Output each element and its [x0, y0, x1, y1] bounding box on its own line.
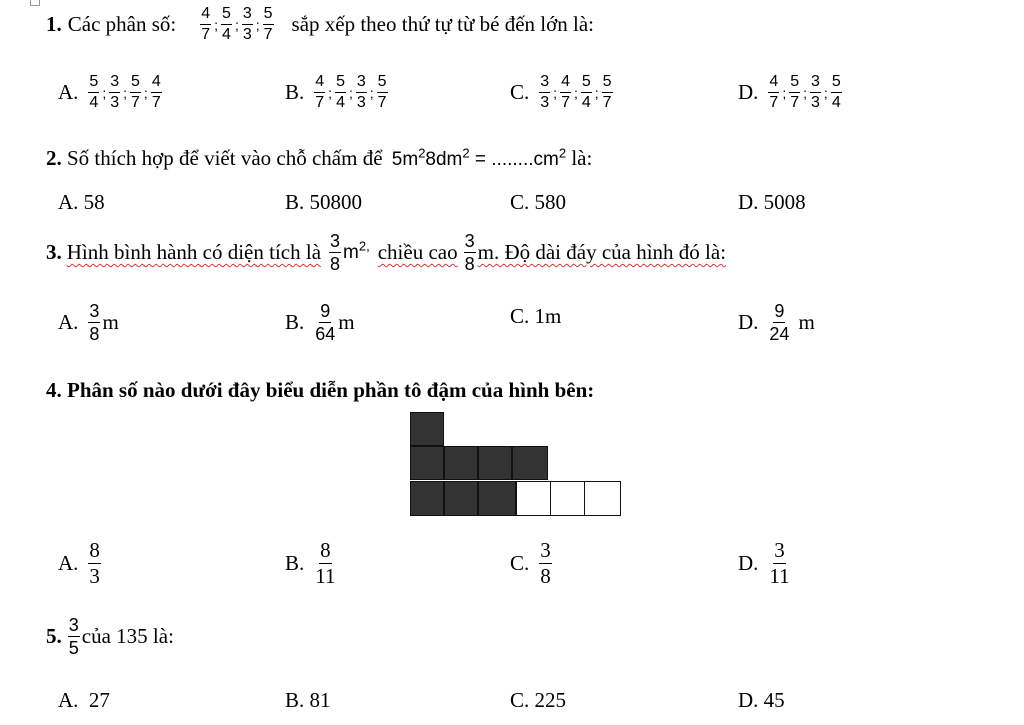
grid-cell-empty [516, 481, 551, 516]
q4-option-c[interactable]: C. $\frac{3}{8}$ [510, 538, 551, 588]
fraction: $\frac{3}{8}$ [330, 231, 341, 274]
grid-cell-filled [444, 481, 478, 516]
question-2-text: Số thích hợp để viết vào chỗ chấm để [67, 146, 383, 170]
question-5 [46, 616, 174, 657]
grid-cell-filled [410, 412, 444, 446]
question-3-text-a: Hình bình hành có diện tích là [66, 240, 322, 264]
question-1-lead: Các phân số: [67, 12, 177, 36]
q4-option-a[interactable]: A. $\frac{8}{3}$ [58, 538, 100, 588]
question-2-number: 2. [46, 146, 62, 170]
question-1-number: 1. [46, 12, 62, 36]
q3-option-b[interactable]: B. $\frac{9}{64}$ m [285, 301, 355, 344]
question-5-number: 5. [46, 624, 62, 648]
q5-option-c[interactable]: C. 225 [510, 688, 567, 712]
question-3-text-b: chiều cao [377, 240, 458, 264]
question-1 [46, 6, 594, 43]
grid-cell-filled [512, 446, 548, 480]
q5-option-a[interactable]: A. 27 [58, 688, 110, 712]
question-3: 3. Hình bình hành có diện tích là $\frac{3}{8}$ $m^{2,}$ chiều cao $\frac{3}{8}$ m. Độ dài đáy của hình đó là: [46, 231, 727, 274]
fraction: $\frac{3}{8}$ [464, 231, 475, 274]
question-3-number: 3. [46, 240, 62, 264]
question-1-tail: sắp xếp theo thứ tự từ bé đến lớn là: [291, 12, 594, 36]
q5-option-d[interactable]: D. 45 [738, 688, 785, 712]
q1-option-b[interactable]: B. $\frac{4}{7}$ ; $\frac{5}{4}$ ; $\frac{3}{3}$ ; $\frac{5}{7}$ [285, 73, 387, 111]
question-5-text: của 135 là: [81, 624, 174, 648]
question-3-text-c: m. Độ dài đáy của hình đó là: [477, 240, 727, 264]
fraction: $\frac{3}{3}$ [242, 5, 252, 43]
grid-cell-filled [444, 446, 478, 480]
grid-cell-filled [478, 481, 516, 516]
q4-option-d[interactable]: D. $\frac{3}{11}$ [738, 538, 790, 588]
fraction: $\frac{5}{7}$ [263, 5, 273, 43]
page-corner-mark [30, 0, 40, 6]
q4-option-b[interactable]: B. $\frac{8}{11}$ [285, 538, 336, 588]
grid-cell-empty [550, 481, 585, 516]
q1-option-c[interactable]: C. $\frac{3}{3}$ ; $\frac{4}{7}$ ; $\frac{5}{4}$ ; $\frac{5}{7}$ [510, 73, 612, 111]
q1-option-d[interactable]: D. $\frac{4}{7}$ ; $\frac{5}{7}$ ; $\frac{3}{3}$ ; $\frac{5}{4}$ [738, 73, 841, 111]
fraction: $\frac{4}{7}$ [201, 5, 211, 43]
grid-cell-filled [478, 446, 512, 480]
question-1-fractions: $\frac{4}{7}$ ; $\frac{5}{4}$ ; $\frac{3}{3}$ ; $\frac{5}{7}$ [201, 5, 273, 43]
q1-option-a[interactable]: A. $\frac{5}{4}$ ; $\frac{3}{3}$ ; $\frac{5}{7}$ ; $\frac{4}{7}$ [58, 73, 161, 111]
question-2: 2. Số thích hợp để viết vào chỗ chấm để $5m^28dm^2 = ........cm^2$ là: [46, 145, 593, 170]
question-4-number: 4. [46, 378, 62, 402]
fraction: $\frac{3}{5}$ [68, 615, 79, 658]
q2-option-d[interactable]: D. 5008 [738, 190, 806, 214]
q2-option-b[interactable]: B. 50800 [285, 190, 363, 214]
question-4 [46, 378, 594, 403]
question-2-expression: $5m^28dm^2 = ........cm^2$ [391, 145, 567, 170]
q2-option-a[interactable]: A. 58 [58, 190, 105, 214]
q2-option-c[interactable]: C. 580 [510, 190, 567, 214]
grid-cell-filled [410, 481, 444, 516]
grid-cell-empty [584, 481, 621, 516]
grid-cell-filled [410, 446, 444, 480]
q5-option-b[interactable]: B. 81 [285, 688, 331, 712]
question-4-text: Phân số nào dưới đây biểu diễn phần tô đậm của hình bên: [67, 378, 595, 402]
fraction: $\frac{5}{4}$ [222, 5, 231, 43]
q3-option-d[interactable]: D. $\frac{9}{24}$ m [738, 301, 815, 344]
q3-option-a[interactable]: A. $\frac{3}{8}$ m [58, 301, 119, 344]
q3-option-c[interactable]: C. 1m [510, 304, 562, 328]
